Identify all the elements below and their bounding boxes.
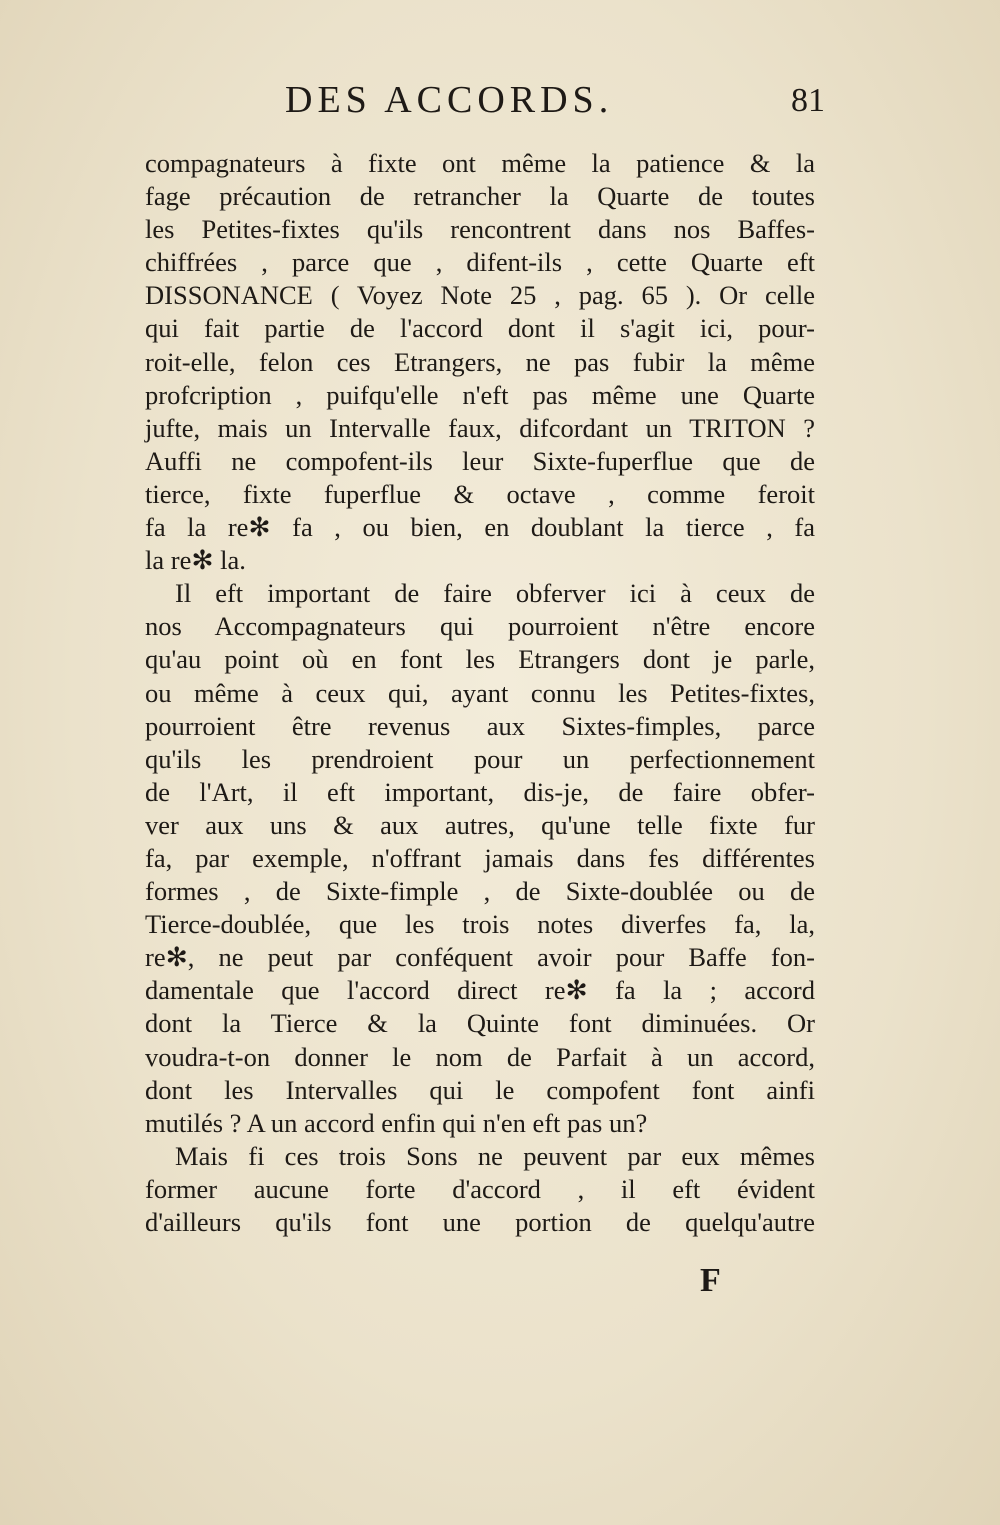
text-line: Tierce-doublée, que les trois notes diverfes fa, la, [145,909,815,940]
text-line: former aucune forte d'accord , il eft évident [145,1173,815,1204]
text-line: fage précaution de retrancher la Quarte de toutes [145,181,815,212]
page-number: 81 [791,82,825,119]
text-line: dont la Tierce & la Quinte font diminuées. Or [145,1008,815,1039]
text-line: les Petites-fixtes qu'ils rencontrent dans nos Baffes- [145,214,815,245]
text-line: qui fait partie de l'accord dont il s'agit ici, pour- [145,313,815,344]
text-line: voudra-t-on donner le nom de Parfait à un accord, [145,1041,815,1072]
text-line: pourroient être revenus aux Sixtes-fimples, parce [145,710,815,741]
text-line: fa la re✻ fa , ou bien, en doublant la tierce , fa [145,512,815,543]
text-line: mutilés ? A un accord enfin qui n'en eft pas un? [145,1107,648,1138]
text-line: re✻, ne peut par conféquent avoir pour Baffe fon- [145,942,815,973]
text-line: Mais fi ces trois Sons ne peuvent par eux mêmes [175,1140,815,1171]
text-line: damentale que l'accord direct re✻ fa la ; accord [145,975,815,1006]
page-header [145,78,825,126]
text-line: jufte, mais un Intervalle faux, difcordant un TRITON ? [145,412,815,443]
text-line: Auffi ne compofent-ils leur Sixte-fuperflue que de [145,445,815,476]
text-line: ver aux uns & aux autres, qu'une telle fixte fur [145,809,815,840]
text-line: DISSONANCE ( Voyez Note 25 , pag. 65 ). Or celle [145,280,815,311]
running-title: DES ACCORDS. [285,79,614,121]
body-text [145,147,815,1239]
text-line: de l'Art, il eft important, dis-je, de faire obfer- [145,776,815,807]
text-line: profcription , puifqu'elle n'eft pas même une Quarte [145,379,815,410]
text-line: qu'au point où en font les Etrangers dont je parle, [145,644,815,675]
text-line: qu'ils les prendroient pour un perfectionnement [145,743,815,774]
text-line: tierce, fixte fuperflue & octave , comme feroit [145,478,815,509]
signature-mark: F [700,1262,721,1299]
text-line: fa, par exemple, n'offrant jamais dans fes différentes [145,842,815,873]
text-line: dont les Intervalles qui le compofent font ainfi [145,1074,815,1105]
text-line: formes , de Sixte-fimple , de Sixte-doublée ou de [145,876,815,907]
text-line: nos Accompagnateurs qui pourroient n'être encore [145,611,815,642]
text-line: ou même à ceux qui, ayant connu les Petites-fixtes, [145,677,815,708]
text-line: chiffrées , parce que , difent-ils , cette Quarte eft [145,247,815,278]
text-line: roit-elle, felon ces Etrangers, ne pas fubir la même [145,346,815,377]
text-line: la re✻ la. [145,545,246,576]
text-line: Il eft important de faire obferver ici à ceux de [175,578,815,609]
text-line: d'ailleurs qu'ils font une portion de quelqu'autre [145,1207,815,1237]
text-line: compagnateurs à fixte ont même la patience & la [145,148,815,178]
